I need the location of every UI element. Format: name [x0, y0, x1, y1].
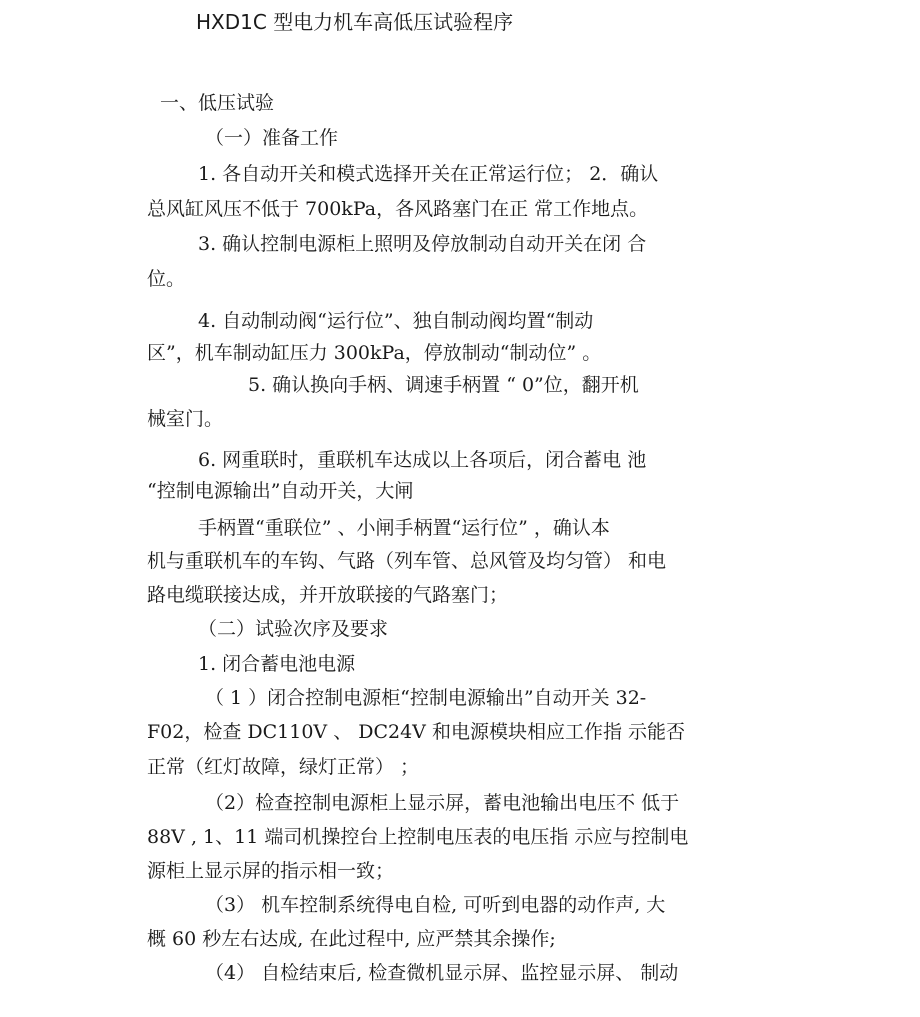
paragraph-line: 5. 确认换向手柄、调速手柄置 “ 0”位，翻开机 — [248, 374, 639, 396]
paragraph-line: （4） 自检结束后, 检查微机显示屏、监控显示屏、 制动 — [205, 962, 679, 984]
paragraph-line: 4. 自动制动阀“运行位”、独自制动阀均置“制动 — [198, 310, 594, 332]
paragraph-line: “控制电源输出”自动开关，大闸 — [147, 480, 414, 502]
paragraph-line: 概 60 秒左右达成, 在此过程中, 应严禁其余操作; — [147, 928, 556, 950]
paragraph-line: 正常（红灯故障，绿灯正常） ； — [147, 756, 420, 778]
paragraph-line: （3） 机车控制系统得电自检, 可听到电器的动作声, 大 — [205, 894, 666, 916]
paragraph-line: （ 1 ）闭合控制电源柜“控制电源输出”自动开关 32- — [205, 687, 647, 709]
paragraph-line: F02，检查 DC110V 、 DC24V 和电源模块相应工作指 示能否 — [147, 721, 685, 743]
paragraph-line: 1. 闭合蓄电池电源 — [198, 653, 356, 675]
paragraph-line: 械室门。 — [147, 408, 224, 430]
subsection-heading-test-sequence: （二）试验次序及要求 — [198, 618, 389, 640]
paragraph-line: 6. 网重联时，重联机车达成以上各项后，闭合蓄电 池 — [198, 449, 647, 471]
paragraph-line: 源柜上显示屏的指示相一致； — [147, 860, 395, 882]
paragraph-line: 路电缆联接达成，并开放联接的气路塞门； — [147, 584, 509, 606]
paragraph-line: 3. 确认控制电源柜上照明及停放制动自动开关在闭 合 — [198, 233, 647, 255]
paragraph-line: 区”，机车制动缸压力 300kPa，停放制动“制动位” 。 — [147, 342, 602, 364]
paragraph-line: （2）检查控制电源柜上显示屏，蓄电池输出电压不 低于 — [205, 792, 680, 814]
paragraph-line: 1. 各自动开关和模式选择开关在正常运行位； 2．确认 — [198, 163, 659, 185]
paragraph-line: 机与重联机车的车钩、气路（列车管、总风管及均匀管） 和电 — [147, 550, 667, 572]
section-heading-low-voltage-test: 一、低压试验 — [160, 92, 275, 114]
paragraph-line: 88V , 1、11 端司机操控台上控制电压表的电压指 示应与控制电 — [147, 826, 689, 848]
paragraph-line: 手柄置“重联位” 、小闸手柄置“运行位” ，确认本 — [198, 517, 610, 539]
paragraph-line: 总风缸风压不低于 700kPa，各风路塞门在正 常工作地点。 — [147, 198, 649, 220]
document-title: HXD1C 型电力机车高低压试验程序 — [196, 10, 514, 34]
paragraph-line: 位。 — [147, 268, 186, 290]
subsection-heading-preparation: （一）准备工作 — [205, 127, 339, 149]
